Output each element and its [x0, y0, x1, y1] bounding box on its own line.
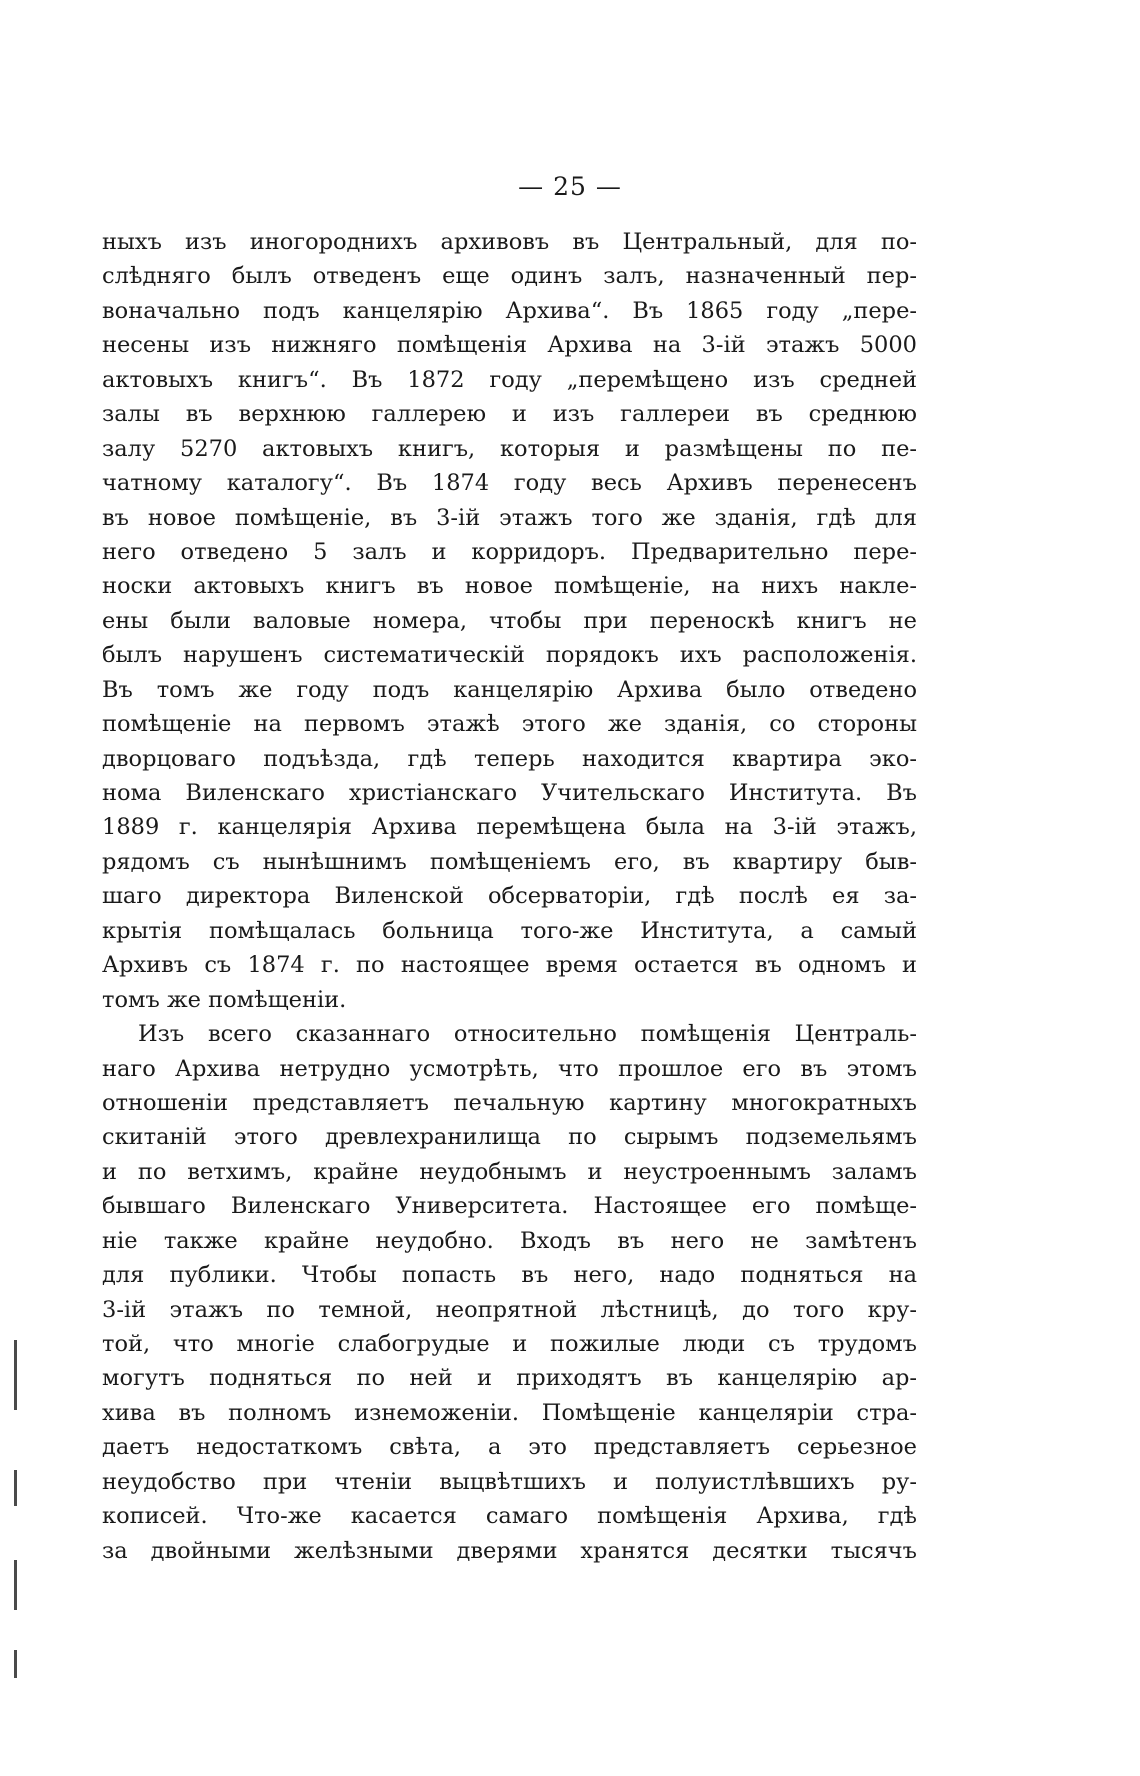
- text-line: для публики. Чтобы попасть въ него, надо подняться на: [102, 1262, 917, 1289]
- text-line: былъ нарушенъ систематическій порядокъ ихъ расположенія.: [102, 642, 917, 669]
- text-line: ніе также крайне неудобно. Входъ въ него не замѣтенъ: [102, 1227, 917, 1254]
- text-line: неудобство при чтеніи выцвѣтшихъ и полуистлѣвшихъ ру-: [102, 1468, 917, 1495]
- text-line: воначально подъ канцелярію Архива“. Въ 1865 году „пере-: [102, 297, 917, 324]
- paragraph-first-line: Изъ всего сказаннаго относительно помѣщенія Централь-: [138, 1021, 917, 1048]
- text-line: ныхъ изъ иногороднихъ архивовъ въ Центральный, для по-: [102, 229, 917, 255]
- text-line: хива въ полномъ изнеможеніи. Помѣщеніе канцеляріи стра-: [102, 1399, 917, 1426]
- text-line: дворцоваго подъѣзда, гдѣ теперь находится квартира эко-: [102, 745, 917, 772]
- scan-margin-mark: [14, 1470, 17, 1506]
- text-line: скитаній этого древлехранилища по сырымъ подземельямъ: [102, 1124, 917, 1151]
- text-line: за двойными желѣзными дверями хранятся десятки тысячъ: [102, 1537, 917, 1564]
- text-line: носки актовыхъ книгъ въ новое помѣщеніе, на нихъ наклe-: [102, 573, 917, 600]
- text-line: и по ветхимъ, крайне неудобнымъ и неустроеннымъ заламъ: [102, 1158, 917, 1185]
- text-line: залы въ верхнюю галлерею и изъ галлереи въ среднюю: [102, 401, 917, 428]
- text-line: той, что многіе слабогрудые и пожилые люди съ трудомъ: [102, 1331, 917, 1357]
- text-line: бывшаго Виленскаго Университета. Настоящее его помѣще-: [102, 1193, 917, 1220]
- text-line: рядомъ съ нынѣшнимъ помѣщеніемъ его, въ квартиру быв-: [102, 848, 917, 875]
- scan-margin-mark: [14, 1560, 17, 1610]
- text-line: помѣщеніе на первомъ этажѣ этого же зданія, со стороны: [102, 711, 917, 738]
- text-line: актовыхъ книгъ“. Въ 1872 году „перемѣщено изъ средней: [102, 366, 917, 393]
- text-line: несены изъ нижняго помѣщенія Архива на 3-ій этажъ 5000: [102, 332, 917, 359]
- text-line: кописей. Что-же касается самаго помѣщенія Архива, гдѣ: [102, 1503, 917, 1530]
- scan-margin-mark: [14, 1340, 17, 1410]
- text-line: Архивъ съ 1874 г. по настоящее время остается въ одномъ и: [102, 952, 917, 979]
- text-line: него отведено 5 залъ и корридоръ. Предварительно пере-: [102, 538, 917, 565]
- text-line: шаго директора Виленской обсерваторіи, гдѣ послѣ ея за-: [102, 883, 917, 910]
- text-line: залу 5270 актовыхъ книгъ, которыя и размѣщены по пе-: [102, 435, 917, 462]
- text-line: слѣдняго былъ отведенъ еще одинъ залъ, назначенный пер-: [102, 263, 917, 290]
- text-line: наго Архива нетрудно усмотрѣть, что прошлое его въ этомъ: [102, 1055, 917, 1082]
- text-line: Въ томъ же году подъ канцелярію Архива было отведено: [102, 676, 917, 703]
- text-line: отношеніи представляетъ печальную картину многократныхъ: [102, 1089, 917, 1116]
- scan-margin-mark: [14, 1650, 17, 1678]
- paragraph-last-line: томъ же помѣщеніи.: [102, 986, 347, 1013]
- text-line: ены были валовые номера, чтобы при переноскѣ книгъ не: [102, 607, 917, 634]
- text-line: могутъ подняться по ней и приходятъ въ канцелярію ар-: [102, 1365, 917, 1392]
- text-line: даетъ недостаткомъ свѣта, а это представляетъ серьезное: [102, 1434, 917, 1461]
- text-line: 3-ій этажъ по темной, неопрятной лѣстницѣ, до того кру-: [102, 1296, 917, 1323]
- text-line: въ новое помѣщеніе, въ 3-ій этажъ того же зданія, гдѣ для: [102, 504, 917, 531]
- text-line: крытія помѣщалась больница того-же Института, а самый: [102, 917, 917, 944]
- page-number: — 25 —: [518, 172, 622, 201]
- text-line: 1889 г. канцелярія Архива перемѣщена была на 3-ій этажъ,: [102, 814, 917, 841]
- text-line: чатному каталогу“. Въ 1874 году весь Архивъ перенесенъ: [102, 470, 917, 497]
- body-text: [102, 225, 917, 1568]
- text-line: нома Виленскаго христіанскаго Учительскаго Института. Въ: [102, 780, 917, 806]
